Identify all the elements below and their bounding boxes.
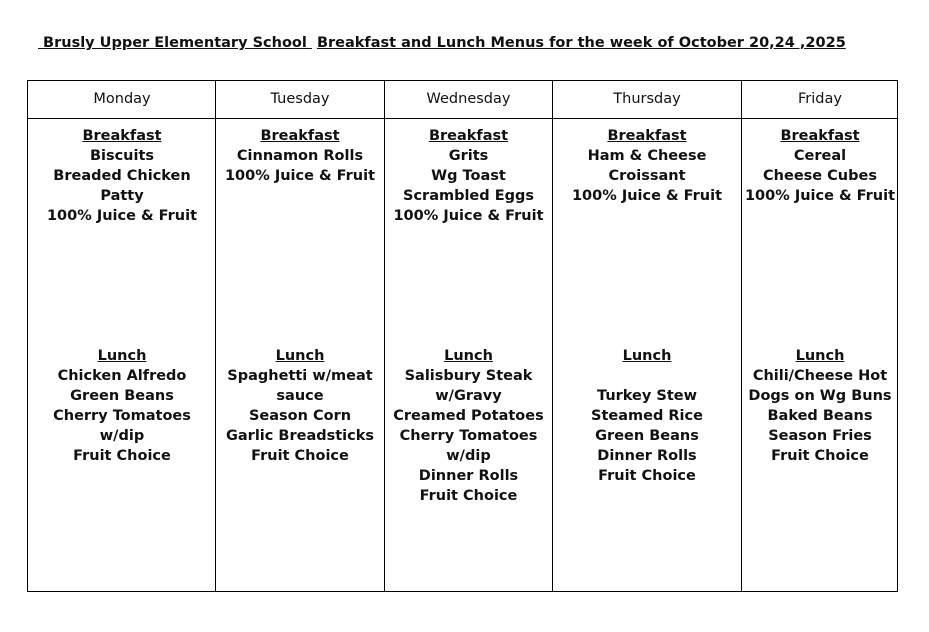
menu-item: Fruit Choice bbox=[419, 488, 518, 504]
breakfast-menu bbox=[216, 126, 384, 186]
menu-item: Scrambled Eggs bbox=[403, 188, 534, 204]
menu-item: Green Beans bbox=[70, 388, 174, 404]
lunch-heading: Lunch bbox=[444, 348, 493, 364]
menu-item: Turkey Stew bbox=[597, 388, 697, 404]
lunch-menu bbox=[385, 346, 552, 506]
lunch-heading: Lunch bbox=[275, 348, 325, 364]
day-column-friday bbox=[741, 81, 898, 591]
menu-item: 100% Juice & Fruit bbox=[393, 208, 544, 224]
lunch-menu bbox=[742, 346, 898, 466]
breakfast-heading: Breakfast bbox=[82, 128, 162, 144]
menu-item: Croissant bbox=[608, 168, 686, 184]
menu-item: Steamed Rice bbox=[591, 408, 703, 424]
breakfast-heading: Breakfast bbox=[607, 128, 687, 144]
menu-item: 100% Juice & Fruit bbox=[46, 208, 198, 224]
menu-item: Baked Beans bbox=[767, 408, 873, 424]
breakfast-heading: Breakfast bbox=[428, 128, 509, 144]
menu-item: Dogs on Wg Buns bbox=[748, 388, 892, 404]
lunch-heading: Lunch bbox=[795, 348, 845, 364]
day-header: Wednesday bbox=[385, 81, 552, 119]
day-column-thursday bbox=[552, 81, 741, 591]
day-header: Monday bbox=[28, 81, 216, 119]
menu-item: Season Corn bbox=[248, 408, 352, 424]
menu-item: Spaghetti w/meat bbox=[227, 368, 373, 384]
menu-item: Fruit Choice bbox=[598, 468, 696, 484]
menu-item: Dinner Rolls bbox=[597, 448, 697, 464]
menu-item: Creamed Potatoes bbox=[393, 408, 544, 424]
menu-item: Chili/Cheese Hot bbox=[752, 368, 888, 384]
menu-item: Chicken Alfredo bbox=[57, 368, 187, 384]
menu-item: w/dip bbox=[446, 448, 491, 464]
breakfast-menu bbox=[742, 126, 898, 206]
day-column-monday bbox=[28, 81, 216, 591]
lunch-menu bbox=[216, 346, 384, 466]
menu-item: Cheese Cubes bbox=[763, 168, 877, 184]
breakfast-menu bbox=[553, 126, 741, 206]
menu-item: 100% Juice & Fruit bbox=[744, 188, 896, 204]
day-header: Thursday bbox=[553, 81, 741, 119]
day-header: Tuesday bbox=[216, 81, 384, 119]
lunch-heading: Lunch bbox=[97, 348, 147, 364]
breakfast-menu bbox=[385, 126, 552, 226]
menu-item: Cherry Tomatoes bbox=[399, 428, 538, 444]
menu-item: Salisbury Steak bbox=[404, 368, 533, 384]
menu-item: Garlic Breadsticks bbox=[225, 428, 375, 444]
lunch-menu bbox=[553, 346, 741, 486]
menu-item: Cherry Tomatoes bbox=[53, 408, 191, 424]
breakfast-heading: Breakfast bbox=[260, 128, 340, 144]
menu-item: Cinnamon Rolls bbox=[236, 148, 364, 164]
menu-item: Wg Toast bbox=[431, 168, 506, 184]
menu-item: 100% Juice & Fruit bbox=[224, 168, 376, 184]
menu-item: Fruit Choice bbox=[73, 448, 171, 464]
school-name: Brusly Upper Elementary School bbox=[38, 35, 312, 51]
menu-title: Breakfast and Lunch Menus for the week of October 20,24 ,2025 bbox=[316, 35, 846, 51]
day-header: Friday bbox=[742, 81, 898, 119]
menu-item: Dinner Rolls bbox=[418, 468, 519, 484]
lunch-heading: Lunch bbox=[622, 348, 672, 364]
breakfast-heading: Breakfast bbox=[780, 128, 860, 144]
menu-item: Green Beans bbox=[595, 428, 699, 444]
menu-item: 100% Juice & Fruit bbox=[571, 188, 723, 204]
menu-item: Fruit Choice bbox=[251, 448, 349, 464]
day-column-tuesday bbox=[215, 81, 384, 591]
menu-item: Breaded Chicken bbox=[53, 168, 191, 184]
breakfast-menu bbox=[28, 126, 216, 226]
menu-item: Cereal bbox=[793, 148, 847, 164]
day-column-wednesday bbox=[384, 81, 552, 591]
page-title bbox=[38, 35, 846, 51]
menu-item: sauce bbox=[276, 388, 324, 404]
menu-item: Grits bbox=[448, 148, 489, 164]
menu-table bbox=[27, 80, 898, 592]
menu-item: Fruit Choice bbox=[771, 448, 869, 464]
menu-item: Biscuits bbox=[89, 148, 155, 164]
menu-item: w/Gravy bbox=[435, 388, 502, 404]
menu-item: Season Fries bbox=[768, 428, 872, 444]
menu-item: Ham & Cheese bbox=[587, 148, 707, 164]
lunch-menu bbox=[28, 346, 216, 466]
menu-item: Patty bbox=[100, 188, 144, 204]
menu-item: w/dip bbox=[99, 428, 145, 444]
